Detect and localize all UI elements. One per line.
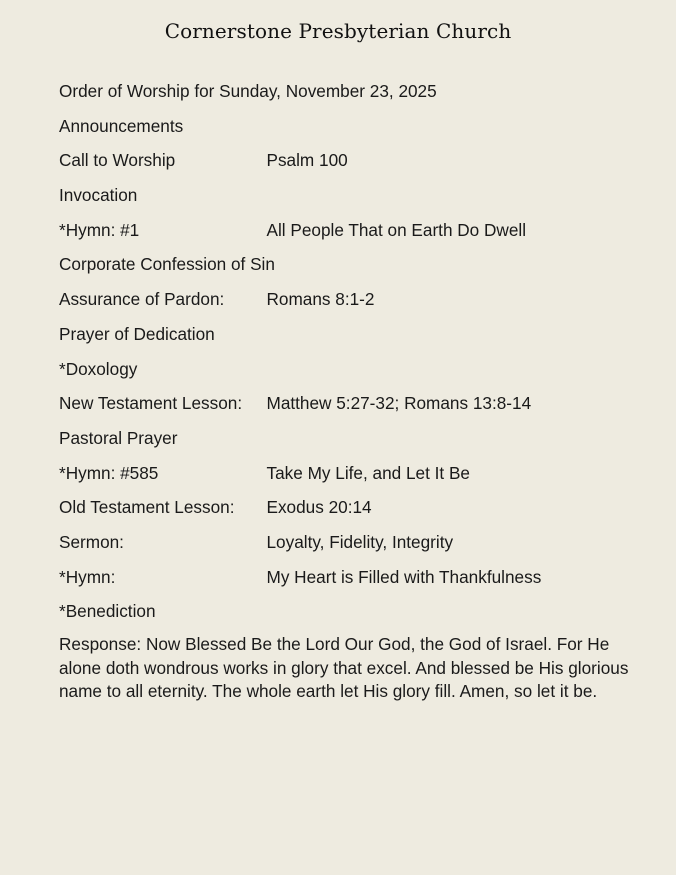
order-of-worship — [59, 80, 639, 704]
church-name-title: Cornerstone Presbyterian Church — [164, 19, 512, 43]
worship-item-label: *Hymn: — [59, 566, 116, 587]
worship-item-value: All People That on Earth Do Dwell — [266, 219, 527, 240]
worship-item-value: Matthew 5:27-32; Romans 13:8-14 — [266, 393, 532, 414]
worship-item-label: Corporate Confession of Sin — [59, 254, 275, 275]
worship-item-value: Psalm 100 — [266, 150, 348, 171]
worship-item-label: Call to Worship — [59, 150, 176, 171]
worship-item-label: New Testament Lesson: — [59, 393, 243, 414]
worship-item-label: Pastoral Prayer — [59, 427, 178, 448]
worship-item-value: Exodus 20:14 — [266, 497, 372, 518]
response-paragraph: Response: Now Blessed Be the Lord Our God, the God of Israel. For He alone doth wondrous works in glory that excel. And blessed be His glorious name to all eternity. The whole earth let His glory fill. Amen, so let it be. — [59, 634, 629, 701]
worship-item-label: Old Testament Lesson: — [59, 497, 235, 518]
worship-item-label: *Hymn: #1 — [59, 219, 140, 240]
worship-item-label: *Hymn: #585 — [59, 462, 159, 483]
worship-item — [59, 427, 639, 462]
worship-item — [59, 253, 639, 288]
worship-item — [59, 392, 639, 427]
worship-item — [59, 496, 639, 531]
worship-item — [59, 288, 639, 323]
worship-item — [59, 219, 639, 254]
worship-item-label: Sermon: — [59, 531, 124, 552]
worship-item-label: Invocation — [59, 185, 138, 206]
worship-item — [59, 323, 639, 358]
worship-item — [59, 115, 639, 150]
worship-item-value: My Heart is Filled with Thankfulness — [266, 566, 542, 587]
worship-item — [59, 184, 639, 219]
worship-item — [59, 149, 639, 184]
worship-item — [59, 600, 639, 635]
worship-item-value: Take My Life, and Let It Be — [266, 462, 470, 483]
worship-item-label: Assurance of Pardon: — [59, 289, 225, 310]
worship-item-label: *Doxology — [59, 358, 138, 379]
worship-item — [59, 531, 639, 566]
worship-item-value: Loyalty, Fidelity, Integrity — [266, 531, 454, 552]
worship-item-label: *Benediction — [59, 601, 156, 622]
worship-item — [59, 462, 639, 497]
worship-item-label: Prayer of Dedication — [59, 323, 215, 344]
order-of-worship-heading: Order of Worship for Sunday, November 23, 2025 — [59, 81, 437, 101]
worship-item — [59, 566, 639, 601]
worship-item-label: Announcements — [59, 115, 184, 136]
worship-item-value: Romans 8:1-2 — [266, 289, 375, 310]
worship-item — [59, 358, 639, 393]
